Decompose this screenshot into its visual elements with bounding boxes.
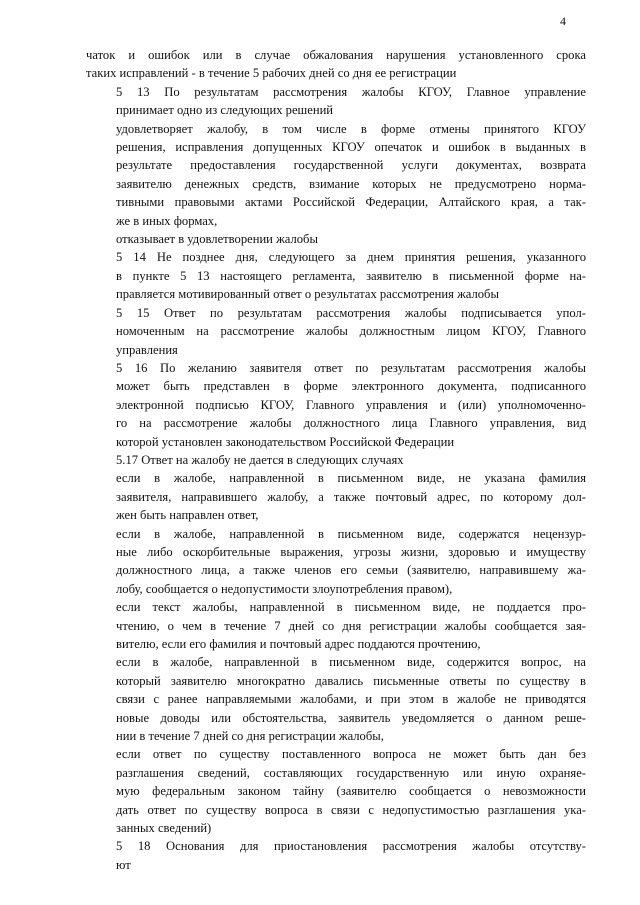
text-line: может быть представлен в форме электронного документа, подписанного [116,379,586,394]
paragraph-p13 [86,745,586,837]
text-line: ные либо оскорбительные выражения, угрозы жизни, здоровью и имуществу [116,544,586,559]
text-line: 5 13 По результатам рассмотрения жалобы КГОУ, Главное управление [116,84,586,99]
page-number: 4 [560,14,567,28]
paragraph-p6 [86,304,586,359]
text-line: 5 14 Не позднее дня, следующего за днем принятия решения, указанного [116,250,586,265]
text-line: занных сведений) [116,821,212,836]
text-line: заявителя, направившего жалобу, а также почтовый адрес, по которому дол- [116,489,586,504]
document-body [86,46,586,874]
text-line: чтению, о чем в течение 7 дней со дня регистрации жалобы сообщается зая- [116,618,586,633]
text-line: же в иных формах, [116,213,218,228]
text-line: отказывает в удовлетворении жалобы [116,232,318,247]
text-line: 5 16 По желанию заявителя ответ по результатам рассмотрения жалобы [116,360,586,375]
text-line: 5 15 Ответ по результатам рассмотрения жалобы подписывается упол- [116,305,586,320]
text-line: связи с ранее направляемыми жалобами, и при этом в жалобе не приводятся [116,692,586,707]
paragraph-p10 [86,525,586,599]
text-line: управления [116,342,178,357]
text-line: если текст жалобы, направленной в письменном виде, не поддается про- [116,600,586,615]
paragraph-p8 [86,451,586,469]
text-line: который заявителю многократно давались письменные ответы по существу в [116,673,586,688]
text-line: 5.17 Ответ на жалобу не дается в следующих случаях [116,452,404,467]
text-line: чаток и ошибок или в случае обжалования нарушения установленного срока [86,48,586,62]
text-line: номоченным на рассмотрение жалобы должностным лицом КГОУ, Главного [116,324,586,339]
text-line: которой установлен законодательством Российской Федерации [116,434,455,449]
paragraph-p2 [86,83,586,120]
paragraph-p5 [86,248,586,303]
paragraph-p3 [86,120,586,230]
text-line: если в жалобе, направленной в письменном виде, не указана фамилия [116,471,586,486]
text-line: принимает одно из следующих решений [116,103,334,118]
paragraph-p4 [86,230,586,248]
text-line: лобу, сообщается о недопустимости злоупотребления правом), [116,581,453,596]
text-line: если ответ по существу поставленного вопроса не может быть дан без [116,747,586,762]
text-line: тивными правовыми актами Российской Федерации, Алтайского края, а так- [116,195,586,210]
paragraph-p7 [86,359,586,451]
text-line: вителю, если его фамилия и почтовый адрес поддаются прочтению, [116,637,481,651]
text-line: решения, исправления допущенных КГОУ опечаток и ошибок в выданных в [116,140,586,155]
text-line: удовлетворяет жалобу, в том числе в форме отмены принятого КГОУ [116,121,586,136]
text-line: разглашения сведений, составляющих государственную или иную охраняе- [116,765,586,780]
text-line: нии в течение 7 дней со дня регистрации жалобы, [116,729,384,744]
text-line: должностного лица, а также членов его семьи (заявителю, направившему жа- [116,563,586,578]
paragraph-p11 [86,598,586,653]
text-line: если в жалобе, направленной в письменном виде, содержатся нецензур- [116,526,586,541]
paragraph-p9 [86,469,586,524]
paragraph-p12 [86,653,586,745]
text-line: в пункте 5 13 настоящего регламента, заявителю в письменной форме на- [116,268,586,283]
text-line: электронной подписью КГОУ, Главного управления и (или) уполномоченно- [116,397,586,412]
text-line: если в жалобе, направленной в письменном виде, содержится вопрос, на [116,655,586,670]
text-line: правляется мотивированный ответ о результатах рассмотрения жалобы [116,287,499,302]
text-line: мую федеральным законом тайну (заявителю сообщается о невозможности [116,784,586,799]
text-line: новые доводы или обстоятельства, заявитель уведомляется о данном реше- [116,710,586,725]
text-line: го на рассмотрение жалобы должностного лица Главного управления, вид [116,416,586,431]
text-line: 5 18 Основания для приостановления рассмотрения жалобы отсутству- [116,839,586,854]
text-line: дать ответ по существу вопроса в связи с недопустимостью разглашения ука- [116,802,586,817]
paragraph-p1 [86,46,586,83]
text-line: ют [116,857,131,872]
text-line: жен быть направлен ответ, [116,508,259,523]
text-line: заявителю денежных средств, взимание которых не предусмотрено норма- [116,176,586,191]
text-line: таких исправлений - в течение 5 рабочих дней со дня ее регистрации [86,66,457,81]
text-line: результате предоставления государственной услуги документах, возврата [116,158,586,173]
paragraph-p14 [86,837,586,874]
